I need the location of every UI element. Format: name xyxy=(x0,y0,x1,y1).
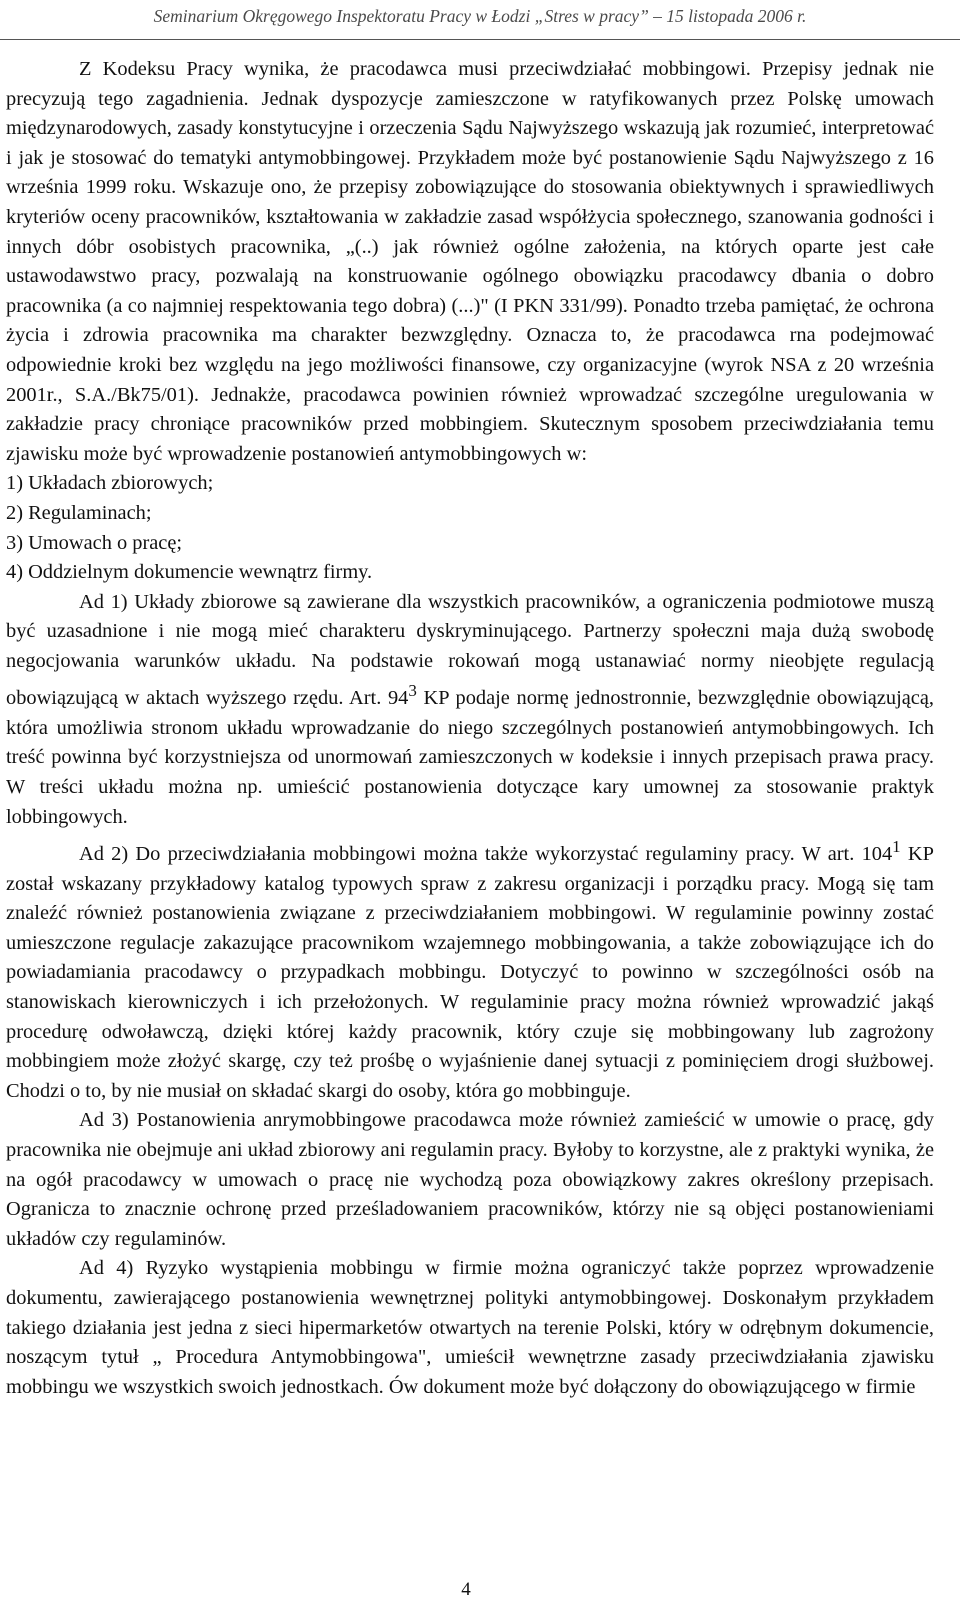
ad1-text-start: Ad 1) Układy zbiorowe są zawierane dla wszystkich pracowników, a ograniczenia podmiotowe muszą być uzasadnione i nie mogą mieć charakteru dyskryminującego. Partnerzy społeczni maja dużą swobodę negocjowania warunków układu. Na podstawie rokowań mogą ustanawiać normy nieobjęte regulacją obowiązującą w aktach wyższego rzędu. Art. 94 xyxy=(6,590,934,710)
ad2-superscript: 1 xyxy=(892,837,901,857)
list-item: 4) Oddzielnym dokumencie wewnątrz firmy. xyxy=(6,561,373,584)
measures-list xyxy=(6,469,934,587)
list-item: 1) Układach zbiorowych; xyxy=(6,472,214,495)
list-item: 3) Umowach o pracę; xyxy=(6,531,183,554)
ad1-paragraph xyxy=(6,588,934,833)
running-header-text: Seminarium Okręgowego Inspektoratu Pracy w Łodzi „Stres w pracy” – 15 listopada 2006 r. xyxy=(153,6,807,26)
ad2-paragraph xyxy=(6,832,934,1106)
list-item: 2) Regulaminach; xyxy=(6,501,152,524)
ad1-text-end: KP podaje normę jednostronnie, bezwzględnie obowiązującą, która umożliwia stronom układu wprowadzanie do niego szczególnych postanowień antymobbingowych. Ich treść powinna być korzystniejsza od unormowań zamieszczonych w kodeksie i innych przepisach prawa pracy. W treści układu można np. umieścić postanowienia dotyczące kary umownej za stosowanie praktyk lobbingowych. xyxy=(6,687,934,828)
page-number: 4 xyxy=(461,1579,471,1600)
ad3-paragraph: Ad 3) Postanowienia anrymobbingowe pracodawca może również zamieścić w umowie o pracę, gdy pracownika nie obejmuje ani układ zbiorowy ani regulamin pracy. Byłoby to korzystne, ale z praktyki wynika, że na ogół pracodawcy w umowach o pracę nie wychodzą poza obowiązkowy zakres określony przepisach. Ogranicza to znacznie ochronę przed prześladowaniem pracowników, którzy nie są objęci postanowieniami układów czy regulaminów. xyxy=(6,1109,934,1250)
running-header xyxy=(0,0,960,40)
intro-paragraph: Z Kodeksu Pracy wynika, że pracodawca musi przeciwdziałać mobbingowi. Przepisy jednak nie precyzują tego zagadnienia. Jednak dyspozycje zamieszczone w ratyfikowanych przez Polskę umowach międzynarodowych, zasady konstytucyjne i orzeczenia Sądu Najwyższego wskazują jak rozumieć, interpretować i jak je stosować do tematyki antymobbingowej. Przykładem może być postanowienie Sądu Najwyższego z 16 września 1999 roku. Wskazuje ono, że przepisy zobowiązujące do stosowania obiektywnych i sprawiedliwych kryteriów oceny pracowników, kształtowania w zakładzie zasad współżycia społecznego, szanowania godności i innych dóbr osobistych pracownika, „(..) jak również ogólne założenia, na których oparte jest całe ustawodawstwo pracy, pozwalają na konstruowanie ogólnego obowiązku pracodawcy dbania o dobro pracownika (a co najmniej respektowania tego dobra) (...)" (I PKN 331/99). Ponadto trzeba pamiętać, że ochrona życia i zdrowia pracownika ma charakter bezwzględny. Oznacza to, że pracodawca rna podejmować odpowiednie kroki bez względu na jego możliwości finansowe, czy organizacyjne (wyrok NSA z 20 września 2001r., S.A./Bk75/01). Jednakże, pracodawca powinien również wprowadzać szczególne uregulowania w zakładzie pracy chroniące pracowników przed mobbingiem. Skutecznym sposobem przeciwdziałania temu zjawisku może być wprowadzenie postanowień antymobbingowych w: xyxy=(6,58,934,465)
ad4-paragraph: Ad 4) Ryzyko wystąpienia mobbingu w firmie można ograniczyć także poprzez wprowadzenie dokumentu, zawierającego postanowienia wewnętrznej polityki antymobbingowej. Doskonałym przykładem takiego działania jest jedna z sieci hipermarketów otwartych na terenie Polski, który w odrębnym dokumencie, noszącym tytuł „ Procedura Antymobbingowa", umieścił wewnętrzne zasady przeciwdziałania zjawisku mobbingu we wszystkich swoich jednostkach. Ów dokument może być dołączony do obowiązującego w firmie xyxy=(6,1257,934,1398)
document-body xyxy=(6,55,934,1402)
ad2-text-end: KP został wskazany przykładowy katalog typowych spraw z zakresu organizacji i porządku pracy. Mogą się tam znaleźć również postanowienia związane z przeciwdziałaniem mobbingowi. W regulaminie powinny zostać umieszczone regulacje zakazujące pracownikom wzajemnego mobbingowania, a także zobowiązujące ich do powiadamiania pracodawcy o przypadkach mobbingu. Dotyczyć to powinno w szczególności osób na stanowiskach kierowniczych i ich przełożonych. W regulaminie pracy można również wprowadzić jakąś procedurę odwoławczą, dzięki której każdy pracownik, który czuje się mobbingowany lub zagrożony mobbingiem może złożyć skargę, czy też prośbę o wyjaśnienie danej sytuacji z pominięciem drogi służbowej. Chodzi o to, by nie musiał on składać skargi do osoby, która go mobbinguje. xyxy=(6,843,934,1102)
ad1-superscript: 3 xyxy=(408,681,417,701)
ad2-text-start: Ad 2) Do przeciwdziałania mobbingowi można także wykorzystać regulaminy pracy. W art. 104 xyxy=(79,843,893,866)
